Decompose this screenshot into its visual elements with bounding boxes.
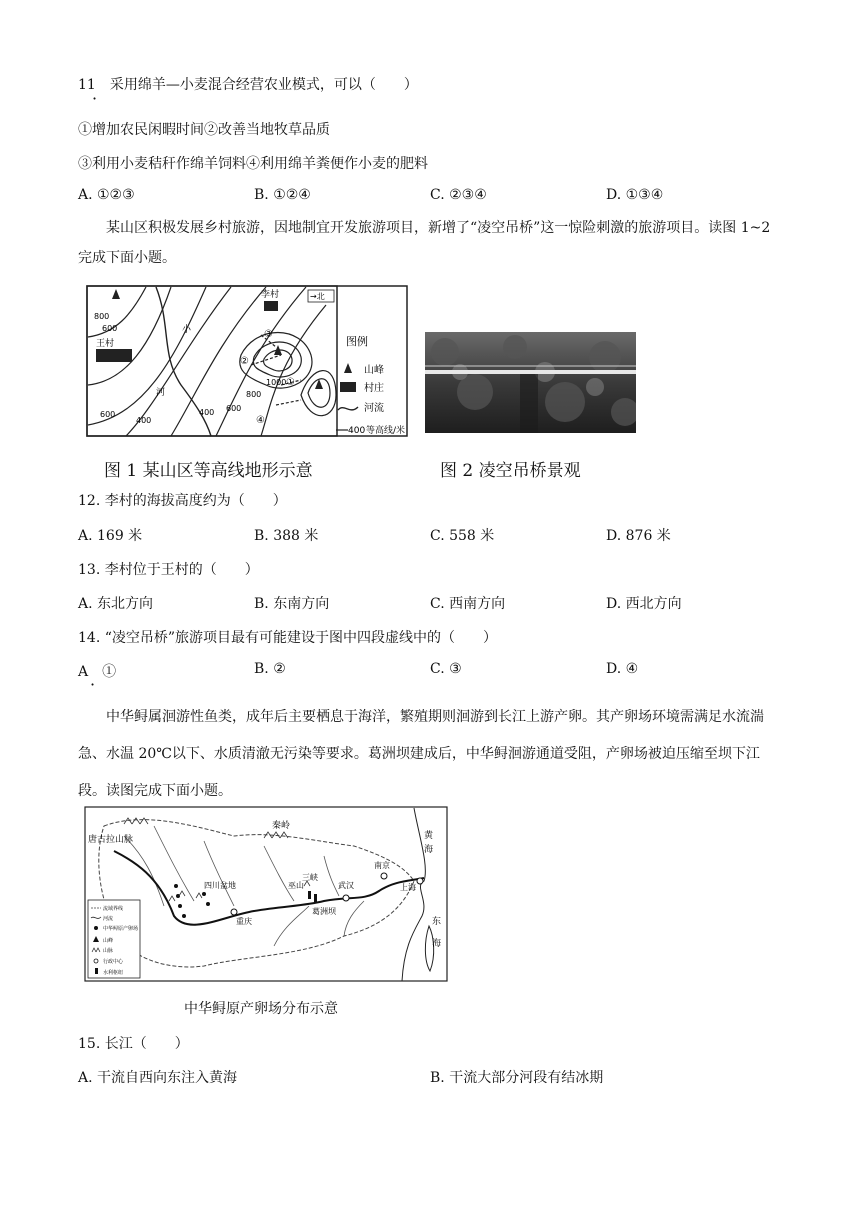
legend-village-icon bbox=[340, 382, 356, 392]
figure-2-caption: 图 2 凌空吊桥景观 bbox=[440, 461, 581, 481]
label-sichuan: 四川盆地 bbox=[204, 881, 236, 890]
contour-label-800-b: 800 bbox=[246, 390, 262, 399]
legend-peak-label: 山峰 bbox=[364, 365, 384, 376]
label-qinling: 秦岭 bbox=[272, 821, 291, 831]
q11-option-c: C. ②③④ bbox=[430, 187, 487, 203]
river-label-1: 小 bbox=[182, 325, 192, 335]
q11-option-b: B. ①②④ bbox=[254, 187, 311, 203]
q12-option-b: B. 388 米 bbox=[254, 528, 319, 544]
q12-stem: 12. 李村的海拔高度约为（ ） bbox=[78, 493, 287, 509]
q12-option-d: D. 876 米 bbox=[606, 528, 671, 544]
q15-stem: 15. 长江（ ） bbox=[78, 1036, 189, 1052]
legend-river-label: 河流 bbox=[364, 403, 384, 414]
label-donghai-1: 东 bbox=[432, 917, 442, 927]
figure-1-contour-map bbox=[86, 285, 408, 437]
legend-title: 图例 bbox=[346, 335, 368, 348]
q12-option-c: C. 558 米 bbox=[430, 528, 495, 544]
q11-option-d: D. ①③④ bbox=[606, 187, 664, 203]
figure-2-bridge-photo bbox=[425, 332, 636, 433]
legend-spawning-label: 中华鲟原产卵场 bbox=[103, 926, 139, 932]
label-huanghai-2: 海 bbox=[424, 845, 434, 855]
label-chongqing: 重庆 bbox=[236, 917, 252, 926]
q12-option-a: A. 169 米 bbox=[78, 528, 143, 544]
segment-label-2: ② bbox=[240, 356, 249, 367]
contour-label-600-c: 600 bbox=[226, 404, 242, 413]
contour-label-1000: 1000 bbox=[266, 378, 287, 387]
contour-label-800: 800 bbox=[94, 312, 110, 321]
river-label-2: 河 bbox=[156, 388, 166, 398]
legend-dam-label: 水利枢纽 bbox=[103, 970, 124, 976]
q15-option-a: A. 干流自西向东注入黄海 bbox=[78, 1070, 238, 1086]
q13-option-c: C. 西南方向 bbox=[430, 596, 506, 612]
q14-dot: · bbox=[90, 675, 96, 694]
segment-label-1: ① bbox=[286, 377, 295, 388]
legend-river-label-2: 河流 bbox=[103, 916, 114, 922]
north-arrow-label: →北 bbox=[310, 292, 325, 301]
label-nanjing: 南京 bbox=[374, 861, 390, 870]
legend-city-label: 行政中心 bbox=[103, 959, 124, 965]
segment-label-4: ④ bbox=[256, 415, 265, 426]
q13-option-a: A. 东北方向 bbox=[78, 596, 154, 612]
village-li-label: 李村 bbox=[261, 290, 280, 300]
label-tanggula: 唐古拉山脉 bbox=[88, 835, 134, 845]
q13-option-b: B. 东南方向 bbox=[254, 596, 330, 612]
contour-label-600-b: 600 bbox=[100, 410, 116, 419]
q14-option-a: A ① bbox=[78, 664, 117, 680]
legend-village-label: 村庄 bbox=[364, 383, 384, 394]
figure-3-yangtze-map bbox=[84, 806, 448, 982]
legend-contour-label: 等高线/米 bbox=[366, 426, 406, 436]
contour-label-600-a: 600 bbox=[102, 324, 118, 333]
label-wuhan: 武汉 bbox=[338, 881, 354, 890]
label-wushan: 巫山 bbox=[288, 881, 304, 890]
q14-option-d: D. ④ bbox=[606, 661, 639, 677]
label-sanxia: 三峡 bbox=[302, 873, 318, 882]
q11-option-a: A. ①②③ bbox=[78, 187, 135, 203]
q14-option-b: B. ② bbox=[254, 661, 286, 677]
q13-stem: 13. 李村位于王村的（ ） bbox=[78, 562, 259, 578]
figure-1-caption: 图 1 某山区等高线地形示意 bbox=[104, 461, 313, 481]
figure-3-caption: 中华鲟原产卵场分布示意 bbox=[184, 1001, 338, 1017]
contour-label-400-b: 400 bbox=[199, 408, 215, 417]
q15-option-b: B. 干流大部分河段有结冰期 bbox=[430, 1070, 604, 1086]
label-huanghai-1: 黄 bbox=[424, 831, 434, 841]
segment-label-3: ③ bbox=[264, 329, 273, 340]
q13-option-d: D. 西北方向 bbox=[606, 596, 682, 612]
label-shanghai: 上海 bbox=[400, 883, 416, 892]
legend-boundary-label: 流域界线 bbox=[103, 906, 124, 912]
q14-stem: 14. “凌空吊桥”旅游项目最有可能建设于图中四段虚线中的（ ） bbox=[78, 630, 498, 646]
legend-contour-value: 400 bbox=[348, 426, 366, 436]
label-gezhouba: 葛洲坝 bbox=[312, 907, 336, 916]
legend-range-label: 山脉 bbox=[103, 948, 114, 954]
label-donghai-2: 海 bbox=[432, 939, 442, 949]
q11-stem: 11 采用绵羊—小麦混合经营农业模式，可以（ ） bbox=[78, 77, 418, 93]
q14-option-c: C. ③ bbox=[430, 661, 462, 677]
passage-2: 中华鲟属洄游性鱼类，成年后主要栖息于海洋，繁殖期则洄游到长江上游产卵。其产卵场环境需满足水流湍急、水温 20℃以下、水质清澈无污染等要求。葛洲坝建成后，中华鲟洄游通道受阻，产卵场被迫压缩至坝下江段。读图完成下面小题。 bbox=[78, 709, 764, 799]
passage-1: 某山区积极发展乡村旅游，因地制宜开发旅游项目，新增了“凌空吊桥”这一惊险刺激的旅游项目。读图 1~2 完成下面小题。 bbox=[78, 220, 771, 266]
q11-dot: · bbox=[92, 89, 98, 108]
q11-line1: ①增加农民闲暇时间②改善当地牧草品质 bbox=[78, 122, 330, 138]
legend-peak-label-2: 山峰 bbox=[103, 938, 114, 944]
q11-line2: ③利用小麦秸秆作绵羊饲料④利用绵羊粪便作小麦的肥料 bbox=[78, 156, 428, 172]
contour-label-400-a: 400 bbox=[136, 416, 152, 425]
village-wang-label: 王村 bbox=[96, 339, 115, 349]
